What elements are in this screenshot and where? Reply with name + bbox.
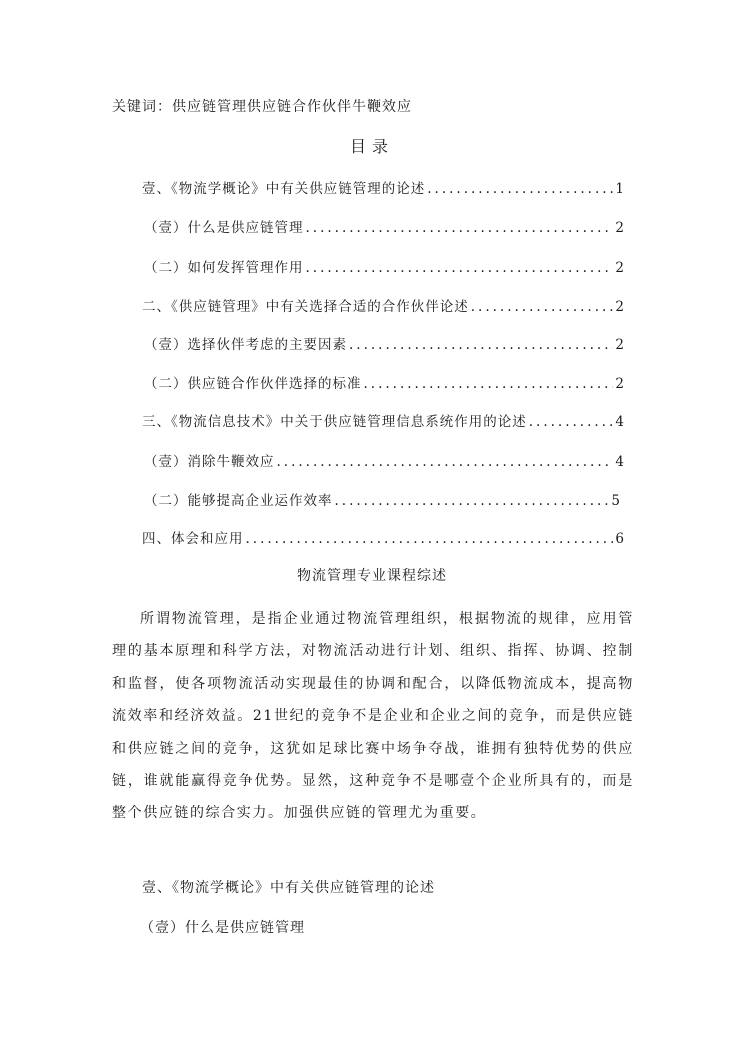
toc-leader-dots xyxy=(427,181,613,197)
body-paragraph: 所谓物流管理，是指企业通过物流管理组织，根据物流的规律，应用管理的基本原理和科学方法，对物流活动进行计划、组织、指挥、协调、控制和监督，使各项物流活动实现最佳的协调和配合，以降低物流成本，提高物流效率和经济效益。21世纪的竞争不是企业和企业之间的竞争，而是供应链和供应链之间的竞争，这犹如足球比赛中场争夺战，谁拥有独特优势的供应链，谁就能赢得竞争优势。显然，这种竞争不是哪壹个企业所具有的，而是整个供应链的综合实力。加强供应链的管理尤为重要。 xyxy=(112,611,634,822)
toc-entry[interactable] xyxy=(144,372,624,392)
toc-leader-dots xyxy=(306,220,614,236)
chapter-heading: 壹、《物流学概论》中有关供应链管理的论述 xyxy=(142,880,435,896)
toc-leader-dots xyxy=(471,299,614,315)
toc-leader-dots xyxy=(364,376,614,392)
section-title: 物流管理专业课程综述 xyxy=(297,568,447,584)
toc-entry[interactable] xyxy=(142,295,624,315)
toc-title: 目录 xyxy=(349,137,394,156)
toc-page-number: 5 xyxy=(611,493,620,509)
toc-entry-label: （二）能够提高企业运作效率 xyxy=(144,493,333,509)
toc-leader-dots xyxy=(529,414,614,430)
toc-entry-label: （二）供应链合作伙伴选择的标准 xyxy=(144,376,362,392)
toc-page-number: 2 xyxy=(615,376,624,392)
toc-page-number: 1 xyxy=(615,181,624,197)
toc-leader-dots xyxy=(335,493,610,509)
toc-leader-dots xyxy=(246,531,614,547)
toc-entry[interactable] xyxy=(144,256,624,276)
toc-entry-label: 壹、《物流学概论》中有关供应链管理的论述 xyxy=(142,181,426,197)
toc-entry[interactable] xyxy=(144,333,624,353)
toc-entry-label: （壹）什么是供应链管理 xyxy=(144,220,304,236)
toc-page-number: 2 xyxy=(615,299,624,315)
toc-entry-label: 二、《供应链管理》中有关选择合适的合作伙伴论述 xyxy=(142,299,469,315)
toc-page-number: 6 xyxy=(615,531,624,547)
toc-leader-dots xyxy=(349,337,613,353)
toc-entry[interactable] xyxy=(142,177,624,197)
toc-entry[interactable] xyxy=(142,527,624,547)
toc-entry[interactable] xyxy=(144,450,624,470)
toc-entry[interactable] xyxy=(144,216,624,236)
toc-entry-label: 四、体会和应用 xyxy=(142,531,244,547)
toc-page-number: 2 xyxy=(615,260,624,276)
keywords-line: 关键词：供应链管理供应链合作伙伴牛鞭效应 xyxy=(112,99,412,115)
toc-entry[interactable] xyxy=(144,489,620,509)
toc-page-number: 4 xyxy=(615,454,624,470)
toc-page-number: 2 xyxy=(615,220,624,236)
toc-page-number: 2 xyxy=(615,337,624,353)
toc-entry[interactable] xyxy=(142,410,624,430)
toc-entry-label: 三、《物流信息技术》中关于供应链管理信息系统作用的论述 xyxy=(142,414,527,430)
subsection-heading: （壹）什么是供应链管理 xyxy=(140,920,305,936)
toc-entry-label: （二）如何发挥管理作用 xyxy=(144,260,304,276)
toc-page-number: 4 xyxy=(615,414,624,430)
toc-entry-label: （壹）消除牛鞭效应 xyxy=(144,454,275,470)
toc-leader-dots xyxy=(277,454,614,470)
toc-entry-label: （壹）选择伙伴考虑的主要因素 xyxy=(144,337,347,353)
toc-leader-dots xyxy=(306,260,614,276)
